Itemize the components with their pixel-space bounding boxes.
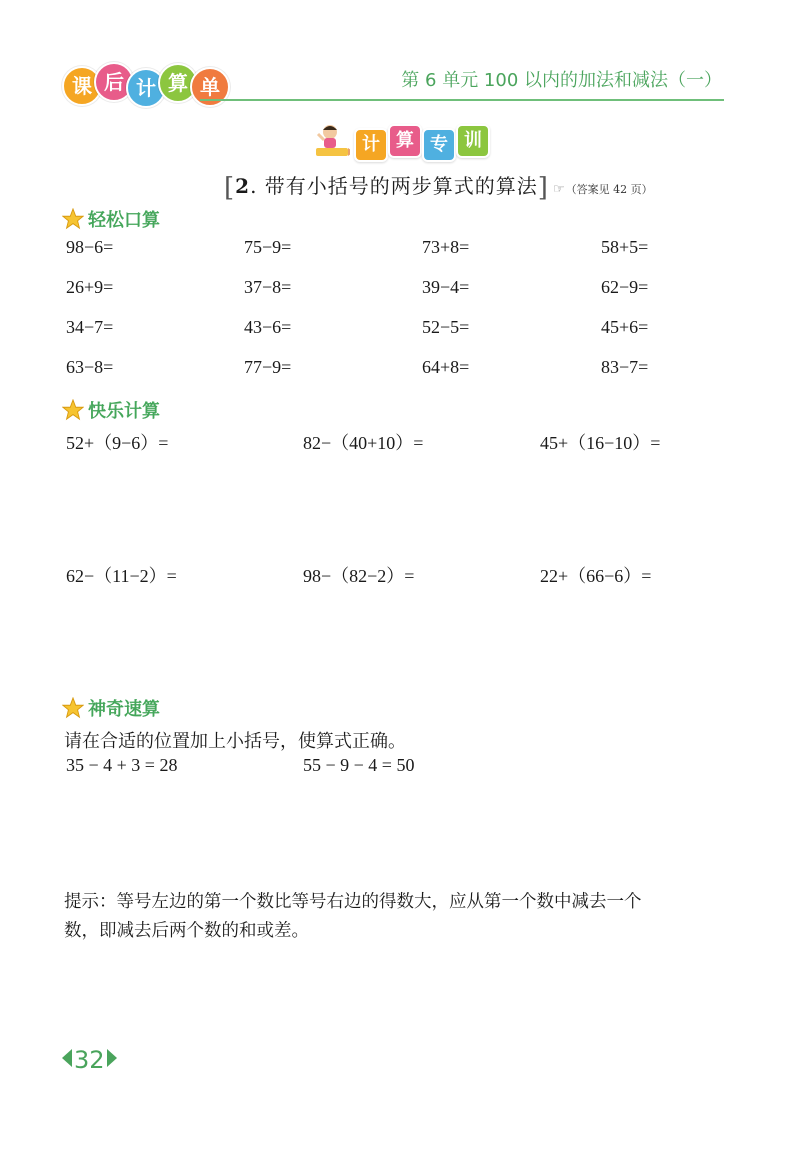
mental-math-problem: 62−9= <box>601 277 649 297</box>
mental-math-problem: 77−9= <box>244 357 292 377</box>
logo-char: 单 <box>190 67 230 107</box>
instruction-text: 请在合适的位置加上小括号，使算式正确。 <box>64 731 406 752</box>
mental-math-problem: 43−6= <box>244 317 292 337</box>
mental-math-problem: 39−4= <box>422 277 470 297</box>
section-title: 快乐计算 <box>88 401 160 422</box>
logo-char: 后 <box>94 62 134 102</box>
header-divider <box>200 99 724 101</box>
mental-math-problem: 64+8= <box>422 357 470 377</box>
bracket-problem: 82−（40+10）= <box>303 433 424 453</box>
logo-char: 计 <box>126 68 166 108</box>
close-bracket: ] <box>537 173 549 203</box>
section-heading-happy-calculation <box>62 397 160 423</box>
mental-math-problem: 26+9= <box>66 277 114 297</box>
pointing-hand-icon: ☞ <box>552 182 566 197</box>
mental-math-problem: 75−9= <box>244 237 292 257</box>
section-heading-easy-mental-math <box>62 206 160 232</box>
unit-title: 第 6 单元 100 以内的加法和减法（一） <box>401 70 722 91</box>
training-banner <box>314 122 494 162</box>
bracket-problem: 62−（11−2）= <box>66 566 177 586</box>
equation: 55 − 9 − 4 = 50 <box>303 755 415 775</box>
banner-char: 计 <box>354 128 388 162</box>
section-title: 轻松口算 <box>88 210 160 231</box>
kid-on-pencil-icon <box>314 122 350 162</box>
mental-math-problem: 37−8= <box>244 277 292 297</box>
tip-line: 提示：等号左边的第一个数比等号右边的得数大，应从第一个数中减去一个 <box>64 892 642 912</box>
page-number <box>62 1046 117 1074</box>
mental-math-problem: 73+8= <box>422 237 470 257</box>
mental-math-problem: 34−7= <box>66 317 114 337</box>
answer-hint: （答案见 42 页） <box>565 183 653 196</box>
mental-math-problem: 45+6= <box>601 317 649 337</box>
star-icon <box>62 697 84 719</box>
triangle-left-icon <box>62 1049 72 1067</box>
bracket-problem: 45+（16−10）= <box>540 433 661 453</box>
section-heading-magic-fast-math <box>62 695 160 721</box>
tip-line: 数，即减去后两个数的和或差。 <box>64 921 309 941</box>
mental-math-problem: 52−5= <box>422 317 470 337</box>
mental-math-problem: 58+5= <box>601 237 649 257</box>
star-icon <box>62 208 84 230</box>
bracket-problem: 98−（82−2）= <box>303 566 415 586</box>
page-number-text: 32 <box>74 1046 105 1074</box>
lesson-title <box>224 170 653 203</box>
open-bracket: [ <box>224 173 236 203</box>
star-icon <box>62 399 84 421</box>
equation: 35 − 4 + 3 = 28 <box>66 755 178 775</box>
bracket-problem: 22+（66−6）= <box>540 566 652 586</box>
mental-math-problem: 98−6= <box>66 237 114 257</box>
section-title: 神奇速算 <box>88 699 160 720</box>
mental-math-problem: 83−7= <box>601 357 649 377</box>
mental-math-problem: 63−8= <box>66 357 114 377</box>
banner-char: 专 <box>422 128 456 162</box>
lesson-title-text: . 带有小括号的两步算式的算法 <box>250 174 538 198</box>
logo-char: 课 <box>62 66 102 106</box>
logo-char: 算 <box>158 63 198 103</box>
lesson-number: 2 <box>235 174 251 198</box>
triangle-right-icon <box>107 1049 117 1067</box>
banner-char: 算 <box>388 124 422 158</box>
bracket-problem: 52+（9−6）= <box>66 433 169 453</box>
banner-char: 训 <box>456 124 490 158</box>
